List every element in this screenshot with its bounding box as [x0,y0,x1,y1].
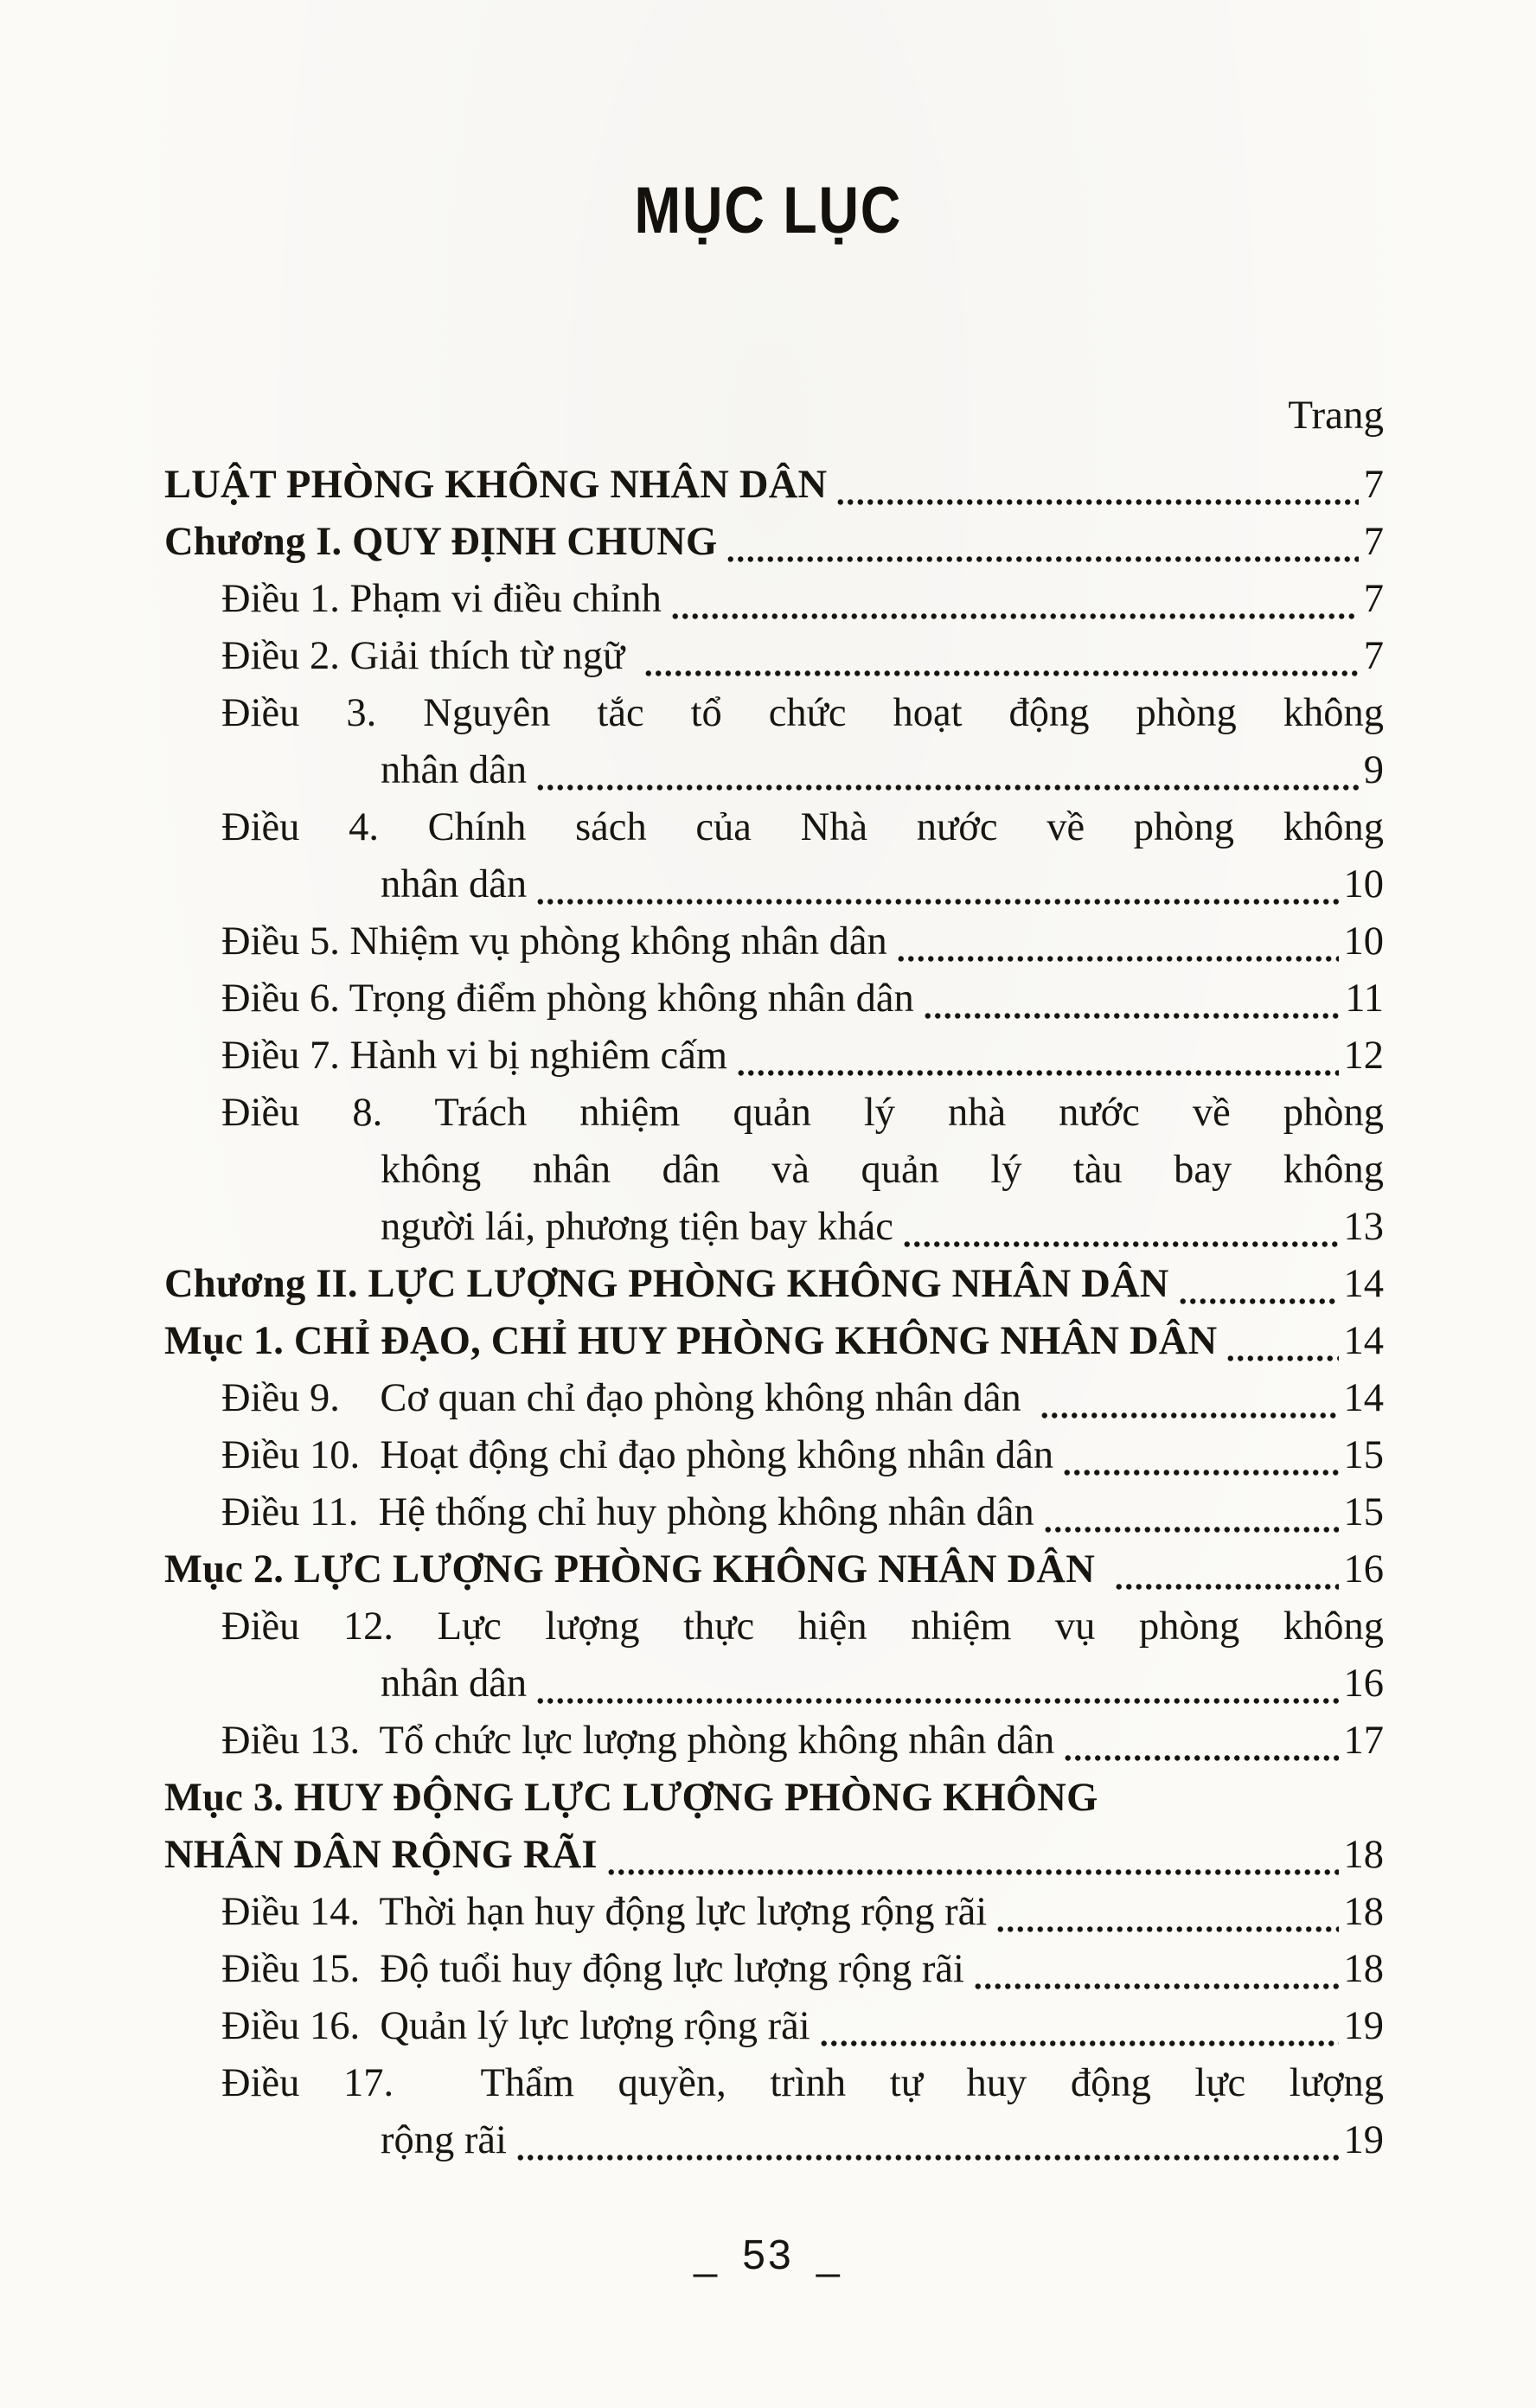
toc-entry-text: Điều 16. Quản lý lực lượng rộng rãi [221,2004,810,2048]
toc-entry-page-number: 9 [1363,748,1384,792]
toc-entry-text: nhân dân [381,1662,528,1706]
toc-entry [221,913,1384,970]
toc-entry-text: Điều 4. Chính sách của Nhà nước về phòng không [221,805,1384,849]
toc-entry-text: người lái, phương tiện bay khác [381,1205,893,1249]
toc-entry [381,856,1384,913]
toc-entry-page-number: 7 [1363,634,1384,678]
toc-entry-text: Điều 3. Nguyên tắc tổ chức hoạt động phòng không [221,691,1384,735]
toc-entry-text: LUẬT PHÒNG KHÔNG NHÂN DÂN [164,463,828,507]
dot-leader [736,1069,1339,1077]
toc-entry [221,1370,1384,1427]
toc-entry-text: nhân dân [381,748,528,792]
toc-entry [221,685,1384,742]
toc-entry [381,742,1384,799]
dot-leader [606,1868,1339,1876]
toc-entry-text: Mục 3. HUY ĐỘNG LỰC LƯỢNG PHÒNG KHÔNG [164,1776,1098,1820]
dot-leader [1063,1754,1338,1762]
toc-entry [221,799,1384,856]
toc-entry-text: không nhân dân và quản lý tàu bay không [381,1148,1384,1192]
toc-entry-text: Điều 14. Thời hạn huy động lực lượng rộng rãi [221,1890,988,1934]
toc-entry [381,1199,1384,1256]
page-column-header [0,393,1536,438]
toc-entry [221,571,1384,628]
toc-entry [164,457,1384,514]
page-title [0,0,1536,246]
dot-leader [973,1982,1339,1990]
dot-leader [923,1012,1340,1020]
dot-leader [535,1697,1338,1705]
toc-entry-text: NHÂN DÂN RỘNG RÃI [164,1833,598,1877]
toc-entry-page-number: 10 [1343,919,1384,964]
toc-entry-text: Điều 6. Trọng điểm phòng không nhân dân [221,977,914,1021]
dot-leader [995,1925,1338,1933]
toc-entry-page-number: 18 [1343,1947,1384,1991]
toc-entry [221,970,1384,1028]
toc-entry [221,2055,1384,2112]
toc-entry [221,1884,1384,1941]
toc-entry [221,1941,1384,1998]
toc-entry-text: Điều 9. Cơ quan chỉ đạo phòng không nhân dân [221,1376,1032,1420]
toc-entry-page-number: 18 [1343,1890,1384,1934]
toc-entry [164,1541,1384,1598]
toc-entry [164,1256,1384,1313]
toc-entry [221,1998,1384,2055]
toc-entry [381,2112,1384,2169]
toc-entry-page-number: 7 [1363,577,1384,621]
dot-leader [670,612,1359,620]
toc-entry-text: Mục 1. CHỈ ĐẠO, CHỈ HUY PHÒNG KHÔNG NHÂN DÂN [164,1319,1218,1363]
toc-entry-text: Điều 5. Nhiệm vụ phòng không nhân dân [221,919,887,964]
toc-entry-page-number: 16 [1343,1662,1384,1706]
toc-entry-page-number: 12 [1343,1034,1384,1078]
toc-entry-page-number: 7 [1363,463,1384,507]
trang-label: Trang [1288,393,1384,438]
toc-entry-text: Điều 17. Thẩm quyền, trình tự huy động lực lượng [221,2061,1384,2105]
toc-entry-page-number: 17 [1343,1719,1384,1763]
toc-entry-text: Mục 2. LỰC LƯỢNG PHÒNG KHÔNG NHÂN DÂN [164,1547,1105,1591]
toc-entry [164,1313,1384,1370]
toc-entry [221,1427,1384,1484]
toc-entry-text: Điều 15. Độ tuổi huy động lực lượng rộng rãi [221,1947,964,1991]
toc-entry-text: nhân dân [381,862,528,906]
dot-leader [1226,1354,1338,1362]
toc-entry-text: Điều 2. Giải thích từ ngữ [221,634,635,678]
toc-entry-text: Chương II. LỰC LƯỢNG PHÒNG KHÔNG NHÂN DÂN [164,1262,1169,1306]
dot-leader [902,1240,1339,1248]
toc-entry [221,1085,1384,1142]
table-of-contents [0,457,1536,2169]
toc-entry-page-number: 7 [1363,520,1384,564]
dot-leader [896,955,1339,963]
toc-entry [381,1656,1384,1713]
dot-leader [535,898,1338,906]
toc-entry-page-number: 11 [1345,977,1384,1021]
toc-entry-page-number: 18 [1343,1833,1384,1877]
dot-leader [535,784,1359,791]
toc-entry-page-number: 19 [1343,2118,1384,2162]
toc-entry [221,1028,1384,1085]
toc-entry-page-number: 15 [1343,1433,1384,1477]
dot-leader [819,2040,1339,2047]
toc-entry-page-number: 14 [1343,1376,1384,1420]
page-title-text: MỤC LỤC [634,174,902,247]
toc-entry-page-number: 19 [1343,2004,1384,2048]
toc-entry [164,514,1384,571]
toc-entry [164,1770,1384,1827]
toc-entry [164,1827,1384,1884]
toc-entry-page-number: 10 [1343,862,1384,906]
page-number-footer: _ 53 _ [694,2232,842,2278]
dot-leader [643,669,1359,677]
toc-entry [221,1598,1384,1656]
dot-leader [1040,1412,1338,1419]
toc-entry-text: Điều 7. Hành vi bị nghiêm cấm [221,1034,727,1078]
toc-entry-page-number: 14 [1343,1319,1384,1363]
toc-entry-text: Điều 13. Tổ chức lực lượng phòng không nhân dân [221,1719,1055,1763]
toc-entry [221,1713,1384,1770]
toc-entry-page-number: 13 [1343,1205,1384,1249]
toc-entry-page-number: 16 [1343,1547,1384,1591]
toc-entry-text: Điều 8. Trách nhiệm quản lý nhà nước về phòng [221,1091,1384,1135]
toc-entry-text: rộng rãi [381,2118,507,2162]
toc-entry-text: Điều 11. Hệ thống chỉ huy phòng không nhân dân [221,1490,1034,1534]
toc-entry-page-number: 14 [1343,1262,1384,1306]
dot-leader [515,2154,1339,2161]
toc-entry [221,628,1384,685]
toc-entry-text: Điều 10. Hoạt động chỉ đạo phòng không nhân dân [221,1433,1054,1477]
toc-entry-text: Điều 12. Lực lượng thực hiện nhiệm vụ phòng không [221,1604,1384,1649]
dot-leader [835,498,1358,506]
dot-leader [1178,1297,1339,1305]
toc-entry-page-number: 15 [1343,1490,1384,1534]
dot-leader [1043,1526,1339,1534]
toc-entry [381,1142,1384,1199]
dot-leader [726,555,1358,563]
toc-entry [221,1484,1384,1541]
dot-leader [1062,1469,1338,1476]
dot-leader [1114,1583,1339,1591]
toc-entry-text: Chương I. QUY ĐỊNH CHUNG [164,520,718,564]
toc-entry-text: Điều 1. Phạm vi điều chỉnh [221,577,662,621]
